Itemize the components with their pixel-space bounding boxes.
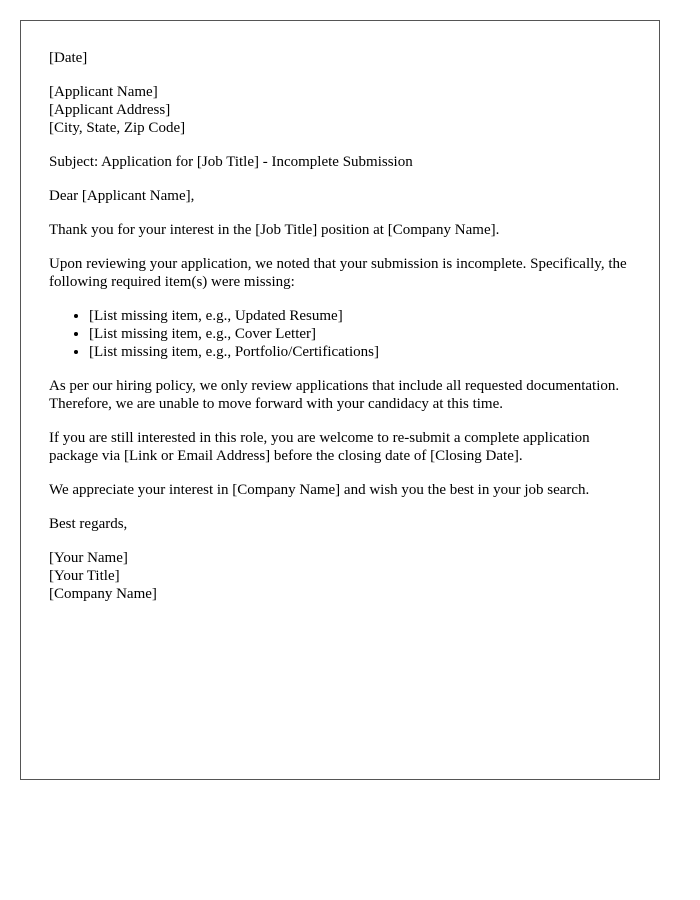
signature-name: [Your Name] <box>49 550 128 566</box>
spacer <box>49 137 639 153</box>
paragraph-thanks: Thank you for your interest in the [Job Title] position at [Company Name]. <box>49 222 500 238</box>
signature-title: [Your Title] <box>49 568 120 584</box>
signature-block <box>49 549 639 603</box>
signoff: Best regards, <box>49 516 128 532</box>
spacer <box>49 361 639 377</box>
recipient-city-state-zip: [City, State, Zip Code] <box>49 120 186 136</box>
missing-items-list <box>49 307 639 361</box>
spacer <box>49 239 639 255</box>
spacer <box>49 171 639 187</box>
spacer <box>49 413 639 429</box>
signature-company: [Company Name] <box>49 586 157 602</box>
letter-page <box>20 20 660 780</box>
spacer <box>49 205 639 221</box>
paragraph-resubmit: If you are still interested in this role, you are welcome to re-submit a complete application package via [Link or Email Address] before the closing date of [Closing Date]. <box>49 430 590 464</box>
paragraph-review: Upon reviewing your application, we noted that your submission is incomplete. Specifically, the following required item(s) were missing: <box>49 256 627 290</box>
spacer <box>49 291 639 307</box>
letter-date: [Date] <box>49 50 88 66</box>
letter-subject: Subject: Application for [Job Title] - Incomplete Submission <box>49 154 413 170</box>
recipient-address: [Applicant Address] <box>49 102 171 118</box>
recipient-block <box>49 83 639 137</box>
salutation: Dear [Applicant Name], <box>49 188 195 204</box>
spacer <box>49 533 639 549</box>
list-item: • [List missing item, e.g., Updated Resume] <box>89 307 639 325</box>
spacer <box>49 499 639 515</box>
recipient-name: [Applicant Name] <box>49 84 158 100</box>
spacer <box>49 465 639 481</box>
spacer <box>49 67 639 83</box>
list-item: • [List missing item, e.g., Portfolio/Certifications] <box>89 343 639 361</box>
list-item: • [List missing item, e.g., Cover Letter] <box>89 325 639 343</box>
letter-body <box>49 49 639 603</box>
paragraph-policy: As per our hiring policy, we only review applications that include all requested documentation. Therefore, we are unable to move forward with your candidacy at this time. <box>49 378 620 412</box>
paragraph-closing-note: We appreciate your interest in [Company Name] and wish you the best in your job search. <box>49 482 590 498</box>
